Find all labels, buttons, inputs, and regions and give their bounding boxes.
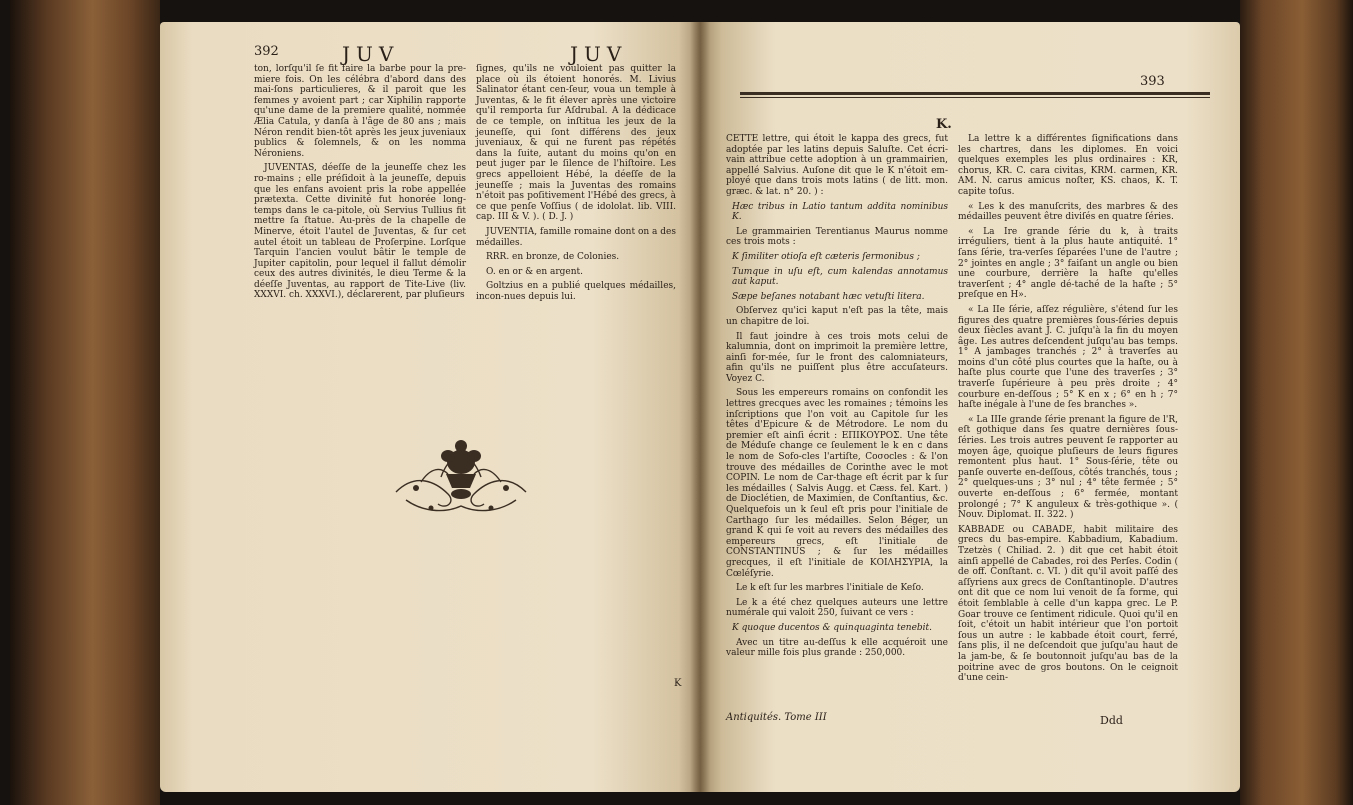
right-column-2: [958, 134, 1178, 688]
verse: Sæpe beſanes notabant hæc vetuſti litera.: [732, 291, 925, 302]
verse: K quoque ducentos & quinquaginta tenebit.: [732, 622, 933, 633]
book-gutter: [690, 22, 710, 792]
paragraph: Il faut joindre à ces trois mots celui de kalumnia, dont on imprimoit la première lettre, ainſi for-mée, ſur le front des calomniateurs, afin qu'ils ne puiſſent plus être accuſateurs. Voyez C.: [726, 331, 948, 384]
running-head-right: JUV: [570, 42, 628, 66]
page-number-right: 393: [1140, 74, 1165, 89]
paragraph: « La IIe ſérie, aſſez régulière, s'étend ſur les figures des quatre premières ſous-ſéries depuis deux ſiècles avant J. C. juſqu'à la fin du moyen âge. Les autres deſcendent juſqu'au bas temps. 1° A jambages tranchés ; 2° à traverſes au moins d'un côté plus courtes que la haſte, ou à haſte plus courte que l'une des traverſes ; 3° traverſe ſupérieure à peu près droite ; 4° courbure en-deſſous ; 5° K en x ; 6° en h ; 7° haſte inégale à l'une de ſes branches ».: [958, 304, 1178, 411]
verse: Tumque in uſu eſt, cum kalendas annotamus aut kaput.: [732, 266, 948, 288]
page-number-left: 392: [254, 44, 279, 59]
paragraph: Le grammairien Terentianus Maurus nomme ces trois mots :: [726, 226, 948, 248]
section-letter: K.: [936, 117, 952, 132]
paragraph: RRR. en bronze, de Colonies.: [486, 252, 620, 263]
right-page: [700, 22, 1240, 792]
paragraph: « La Ire grande ſérie du k, à traits irréguliers, tient à la plus haute antiquité. 1° ſans ſérie, tra-verſes ſéparées l'une de l'autre ; 2° jointes en angle ; 3° faiſant un angle ou bien une courbure, derrière la haſte qu'elles traverſent ; 4° angle dé-taché de la haſte ; 5° preſque en H».: [958, 226, 1178, 301]
margin-letter: K: [674, 678, 682, 689]
paragraph: JUVENTIA, famille romaine dont on a des médailles.: [476, 226, 676, 248]
verse: Hæc tribus in Latio tantum addita nominibus K.: [732, 201, 948, 223]
paragraph: KABBADE ou CABADE, habit militaire des grecs du bas-empire. Kabbadium, Kabadium. Tzetzès ( Chiliad. 2. ) dit que cet habit étoit ainſi appellé de Cabades, roi des Perſes. Codin ( de off. Conſtant. c. VI. ) dit qu'il avoit paſſé des aſſyriens aux grecs de Conſtantinople. D'autres ont dit que ce nom lui venoit de ſa forme, qui étoit ſemblable à celle d'un kappa grec. Le P. Goar trouve ce ſentiment ridicule. Quoi qu'il en ſoit, c'étoit un habit intérieur que l'on portoit ſous un autre : le kabbade étoit court, ferré, ſans plis, il ne deſcendoit que juſqu'au haut de la jam-be, & ſe boutonnoit juſqu'au bas de la poitrine avec de gros boutons. On le ceignoit d'une cein-: [958, 524, 1178, 684]
paragraph: La lettre k a différentes ſignifications dans les chartres, dans les diplomes. En voici quelques exemples les plus ordinaires : KR, chorus, KR. C. cara civitas, KRM. carmen, KR. AM. N. carus amicus noſter, KS. chaos, K. T. capite toſus.: [958, 134, 1178, 197]
volume-footnote: Antiquités. Tome III: [726, 712, 827, 723]
paragraph: O. en or & en argent.: [486, 266, 584, 277]
paragraph: Le k eſt ſur les marbres l'initiale de Keſo.: [736, 583, 924, 594]
paragraph: « La IIIe grande ſérie prenant la figure de l'R, eſt gothique dans ſes quatre dernières ſous-ſéries. Les trois autres peuvent ſe rapporter au moyen âge, quoique pluſieurs de leurs figures remontent plus haut. 1° Sous-ſérie, tête ou panſe ouverte en-deſſous, côtés tranchés, tous ; 2° quelques-uns ; 3° nul ; 4° tête fermée ; 5° ouverte en-deſſous ; 6° fermée, montant prolongé ; 7° K anguleux & très-gothique ». ( Nouv. Diplomat. II. 322. ): [958, 414, 1178, 521]
paragraph: Obſervez qu'ici kaput n'eſt pas la tête, mais un chapitre de loi.: [726, 306, 948, 327]
right-column-1: [726, 134, 948, 663]
right-book-cover-edge: [1240, 0, 1353, 805]
printer-signature: Ddd: [1100, 714, 1123, 727]
left-book-cover-edge: [10, 0, 160, 805]
left-column-2: [476, 64, 676, 306]
fleuron-ornament: [386, 422, 536, 522]
paragraph: CETTE lettre, qui étoit le kappa des grecs, fut adoptée par les latins depuis Saluſte. Cet écri-vain attribue cette adoption à un grammairien, appellé Salvius. Auſone dit que le K n'étoit em-ployé que dans trois mots latins ( de litt. mon. græc. & lat. n° 20. ) :: [726, 134, 948, 197]
paragraph: Le k a été chez quelques auteurs une lettre numérale qui valoit 250, ſuivant ce vers :: [726, 597, 948, 619]
paragraph: ton, lorſqu'il ſe fit faire la barbe pour la pre-miere fois. On les célébra d'abord dans des mai-ſons particulieres, & il paroit que les femmes y avoient part ; car Xiphilin rapporte qu'une dame de la premiere qualité, nommée Ælia Catula, y danſa à l'âge de 80 ans ; mais Néron rendit bien-tôt après les jeux juveniaux publics & ſolemnels, & on les nomma Néroniens.: [254, 64, 466, 159]
paragraph: Sous les empereurs romains on confondit les lettres grecques avec les romaines ; témoins les inſcriptions que l'on voit au Capitole ſur les têtes d'Epicure & de Métrodore. Le nom du premier eſt ainſi écrit : ΕΠΙΚΟΥΡΟΣ. Une tête de Méduſe change ce ſeulement le k en c dans le nom de Sofo-cles l'artiſte, Coσocles : & l'on trouve des médailles de Corinthe avec le mot COPIN. Le nom de Car-thage eſt écrit par k ſur les médailles ( Salvis Augg. et Cæss. fel. Kart. ) de Dioclétien, de Maximien, de Conſtantius, &c. Quelquefois un k ſeul eſt pris pour l'initiale de Carthago ſur les médailles. Selon Béger, un grand K qui ſe voit au revers des médailles des empereurs grecs, eſt l'initiale de CONSTANTINUS ; & ſur les médailles grecques, il eſt l'initiale de ΚΟΙΛΗΣΥΡΙΑ, la Cœléſyrie.: [726, 388, 948, 579]
header-rule-thick: [740, 92, 1210, 95]
paragraph: ſignes, qu'ils ne vouloient pas quitter la place où ils étoient honorés. M. Livius Salinator étant cen-ſeur, voua un temple à Juventas, & le fit élever après une victoire qu'il remporta ſur Aſdrubal. A la dédicace de ce temple, on inſtitua les jeux de la jeuneſſe, qui ſont différens des jeux juveniaux, & qui ne furent pas répétés dans la ſuite, autant du moins qu'on en peut juger par le ſilence de l'hiſtoire. Les grecs appelloient Hébé, la déeſſe de la jeuneſſe ; mais la Juventas des romains n'étoit pas poſitivement l'Hébé des grecs, à ce que penſe Voſſius ( de idololat. lib. VIII. cap. III & V. ). ( D. J. ): [476, 64, 676, 223]
paragraph: JUVENTAS, déeſſe de la jeuneſſe chez les ro-mains ; elle préſidoit à la jeuneſſe, depuis que les enfans avoient pris la robe appellée prætexta. Cette divinité fut honorée long-temps dans le ca-pitole, où Servius Tullius fit mettre ſa ſtatue. Au-près de la chapelle de Minerve, étoit l'autel de Juventas, & ſur cet autel étoit un tableau de Proſerpine. Lorſque Tarquin l'ancien voulut bâtir le temple de Jupiter capitolin, pour lequel il fallut démolir ceux des autres divinités, le dieu Terme & la déeſſe Juventas, au rapport de Tite-Live (liv. XXXVI. ch. XXXVI.), déclarerent, par pluſieurs: [254, 163, 466, 301]
paragraph: « Les k des manuſcrits, des marbres & des médailles peuvent être diviſés en quatre ſéries.: [958, 201, 1178, 223]
paragraph: Goltzius en a publié quelques médailles, incon-nues depuis lui.: [476, 281, 676, 302]
header-rule-thin: [740, 97, 1210, 98]
left-column-1: [254, 64, 466, 305]
running-head-left: JUV: [342, 42, 400, 66]
paragraph: Avec un titre au-deſſus k elle acquéroit une valeur mille fois plus grande : 250,000.: [726, 637, 948, 659]
left-page: [160, 22, 700, 792]
verse: K ſimiliter otioſa eſt cæteris ſermonibus ;: [732, 251, 920, 262]
